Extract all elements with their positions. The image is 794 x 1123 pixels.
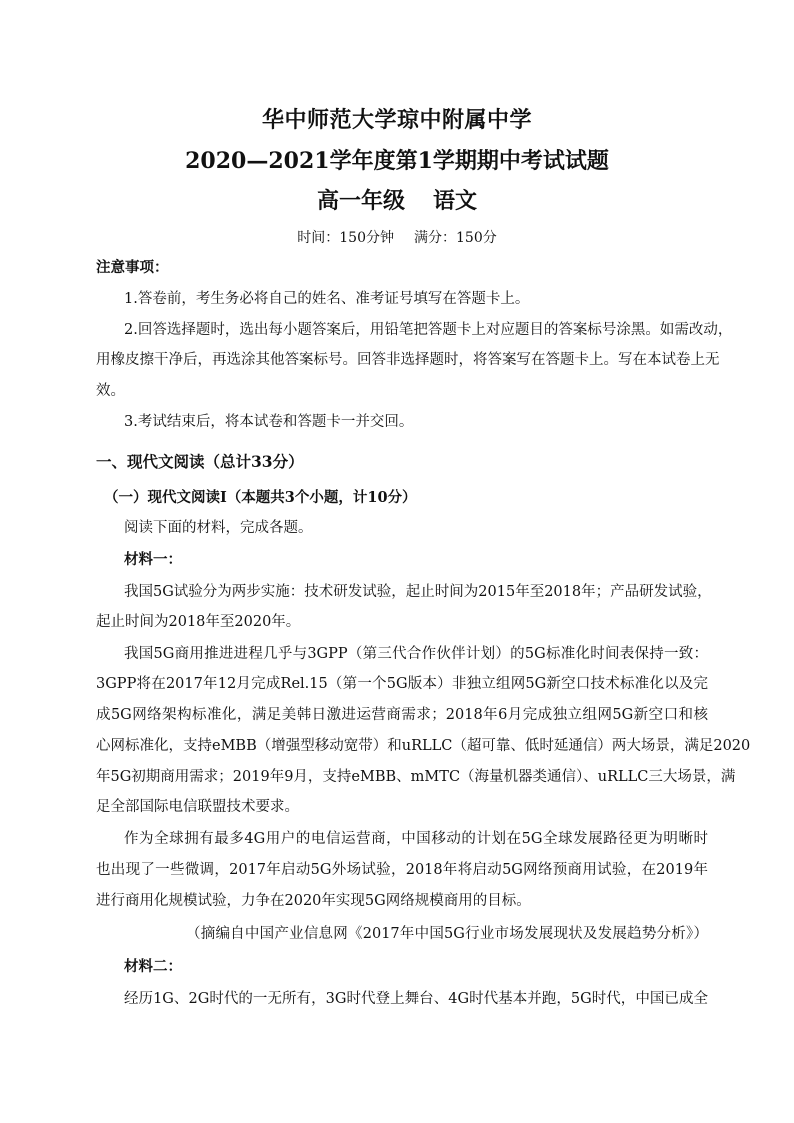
material-1-p2-line-6: 足全部国际电信联盟技术要求。 bbox=[96, 799, 299, 815]
section-1-subtitle: （一）现代文阅读Ⅰ（本题共3个小题，计10分） bbox=[104, 489, 417, 506]
material-1-p2-line-1: 我国5G商用推进进程几乎与3GPP（第三代合作伙伴计划）的5G标准化时间表保持一致： bbox=[124, 646, 708, 662]
material-1-p2-line-4: 心网标准化，支持eMBB（增强型移动宽带）和uRLLC（超可靠、低时延通信）两大场景，满足2020 bbox=[96, 738, 751, 754]
subject-label: 语文 bbox=[433, 188, 478, 214]
notice-item-3: 3.考试结束后，将本试卷和答题卡一并交回。 bbox=[124, 414, 414, 430]
grade-subject-line bbox=[0, 184, 794, 215]
material-1-label: 材料一： bbox=[124, 551, 182, 568]
material-1-p1-line-1: 我国5G试验分为两步实施：技术研发试验，起止时间为2015年至2018年；产品研发试验， bbox=[124, 584, 712, 600]
material-1-p3-line-1: 作为全球拥有最多4G用户的电信运营商，中国移动的计划在5G全球发展路径更为明晰时 bbox=[124, 831, 708, 847]
material-1-p3-line-2: 也出现了一些微调，2017年启动5G外场试验，2018年将启动5G网络预商用试验，在2019年 bbox=[96, 862, 708, 878]
notice-item-2-line-1: 2.回答选择题时，选出每小题答案后，用铅笔把答题卡上对应题目的答案标号涂黑。如需改动， bbox=[124, 322, 733, 338]
exam-title: 2020—2021学年度第1学期期中考试试题 bbox=[185, 148, 609, 174]
material-1-p3-line-3: 进行商用化规模试验，力争在2020年实现5G网络规模商用的目标。 bbox=[96, 893, 531, 909]
reading-instruction: 阅读下面的材料，完成各题。 bbox=[124, 520, 313, 536]
material-1-source: （摘编自中国产业信息网《2017年中国5G行业市场发展现状及发展趋势分析》） bbox=[186, 926, 708, 942]
section-1-title: 一、现代文阅读（总计33分） bbox=[96, 452, 304, 471]
notice-item-2-line-2: 用橡皮擦干净后，再选涂其他答案标号。回答非选择题时，将答案写在答题卡上。写在本试卷上无 bbox=[96, 352, 720, 368]
notice-title: 注意事项： bbox=[96, 259, 169, 276]
notice-item-1: 1.答卷前，考生务必将自己的姓名、准考证号填写在答题卡上。 bbox=[124, 291, 530, 307]
material-1-p2-line-2: 3GPP将在2017年12月完成Rel.15（第一个5G版本）非独立组网5G新空口技术标准化以及完 bbox=[96, 676, 708, 692]
material-1-p2-line-5: 年5G初期商用需求；2019年9月，支持eMBB、mMTC（海量机器类通信）、uRLLC三大场景，满 bbox=[96, 769, 736, 785]
grade-label: 高一年级 bbox=[316, 188, 405, 214]
material-1-p2-line-3: 成5G网络架构标准化，满足美韩日激进运营商需求；2018年6月完成独立组网5G新空口和核 bbox=[96, 707, 708, 723]
time-score-line bbox=[0, 227, 794, 247]
material-1-p1-line-2: 起止时间为2018年至2020年。 bbox=[96, 614, 301, 630]
material-2-label: 材料二： bbox=[124, 958, 182, 975]
exam-score: 满分：150分 bbox=[414, 230, 497, 246]
school-title: 华中师范大学琼中附属中学 bbox=[261, 107, 532, 133]
exam-time: 时间：150分钟 bbox=[297, 230, 394, 246]
notice-item-2-line-3: 效。 bbox=[96, 383, 125, 399]
material-2-p1-line-1: 经历1G、2G时代的一无所有，3G时代登上舞台、4G时代基本并跑，5G时代，中国已成全 bbox=[124, 991, 708, 1007]
